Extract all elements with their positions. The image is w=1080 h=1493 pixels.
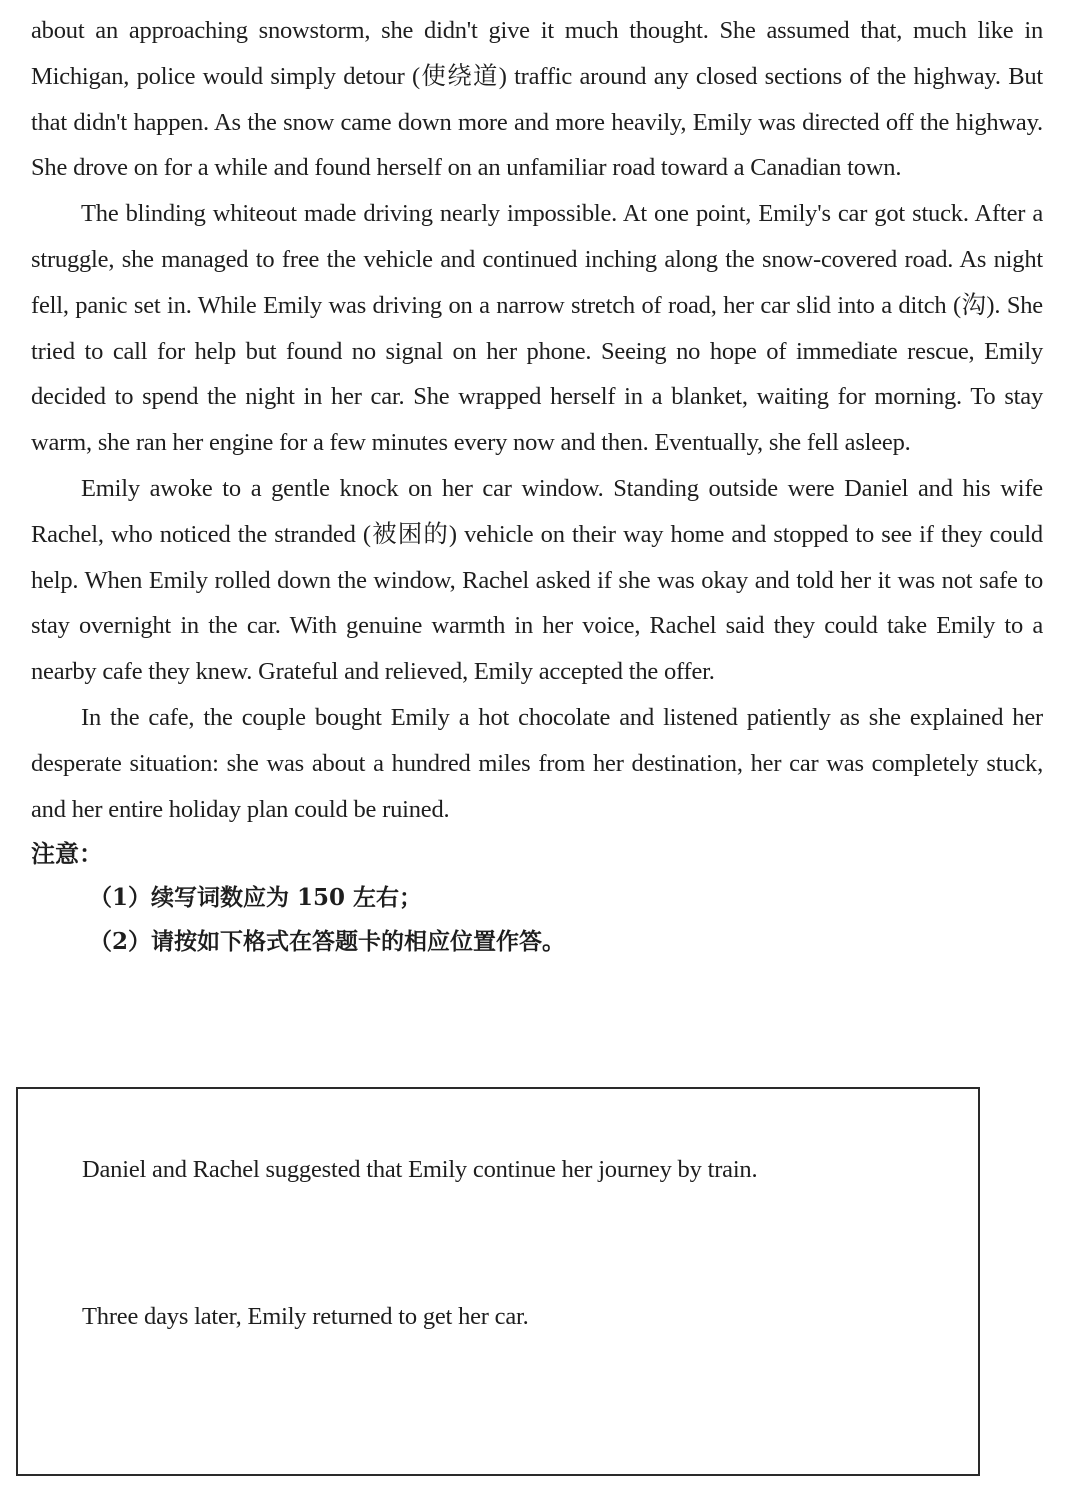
paragraph-1: about an approaching snowstorm, she didn't give it much thought. She assumed that, much like in Michigan, police would simply detour (使绕道) traffic around any closed sections of the highway. But that didn't happen. As the snow came down more and more heavily, Emily was directed off the highway. She drove on for a while and found herself on an unfamiliar road toward a Canadian town. bbox=[31, 17, 1043, 182]
notes-heading: 注意： bbox=[31, 839, 103, 869]
paragraph-4: In the cafe, the couple bought Emily a hot chocolate and listened patiently as she explained her desperate situation: she was about a hundred miles from her destination, her car was completely stuck, and her entire holiday plan could be ruined. bbox=[31, 703, 1043, 823]
continuation-prompt-2: Three days later, Emily returned to get her car. bbox=[82, 1303, 529, 1330]
paragraph-2: The blinding whiteout made driving nearly impossible. At one point, Emily's car got stuck. After a struggle, she managed to free the vehicle and continued inching along the snow-covered road. As night fell, panic set in. While Emily was driving on a narrow stretch of road, her car slid into a ditch (沟). She tried to call for help but found no signal on her phone. Seeing no hope of immediate rescue, Emily decided to spend the night in her car. She wrapped herself in a blanket, waiting for morning. To stay warm, she ran her engine for a few minutes every now and then. Eventually, she fell asleep. bbox=[31, 200, 1043, 457]
note-item-1: （1）续写词数应为 150 左右； bbox=[89, 884, 423, 912]
paragraph-3: Emily awoke to a gentle knock on her car window. Standing outside were Daniel and his wife Rachel, who noticed the stranded (被困的) vehicle on their way home and stopped to see if they could help. When Emily rolled down the window, Rachel asked if she was okay and told her it was not safe to stay overnight in the car. With genuine warmth in her voice, Rachel said they could take Emily to a nearby cafe they knew. Grateful and relieved, Emily accepted the offer. bbox=[31, 474, 1043, 686]
answer-box bbox=[16, 1087, 980, 1476]
continuation-prompt-1: Daniel and Rachel suggested that Emily continue her journey by train. bbox=[82, 1156, 758, 1183]
note-item-2: （2）请按如下格式在答题卡的相应位置作答。 bbox=[89, 928, 566, 956]
passage-page bbox=[31, 8, 1043, 964]
